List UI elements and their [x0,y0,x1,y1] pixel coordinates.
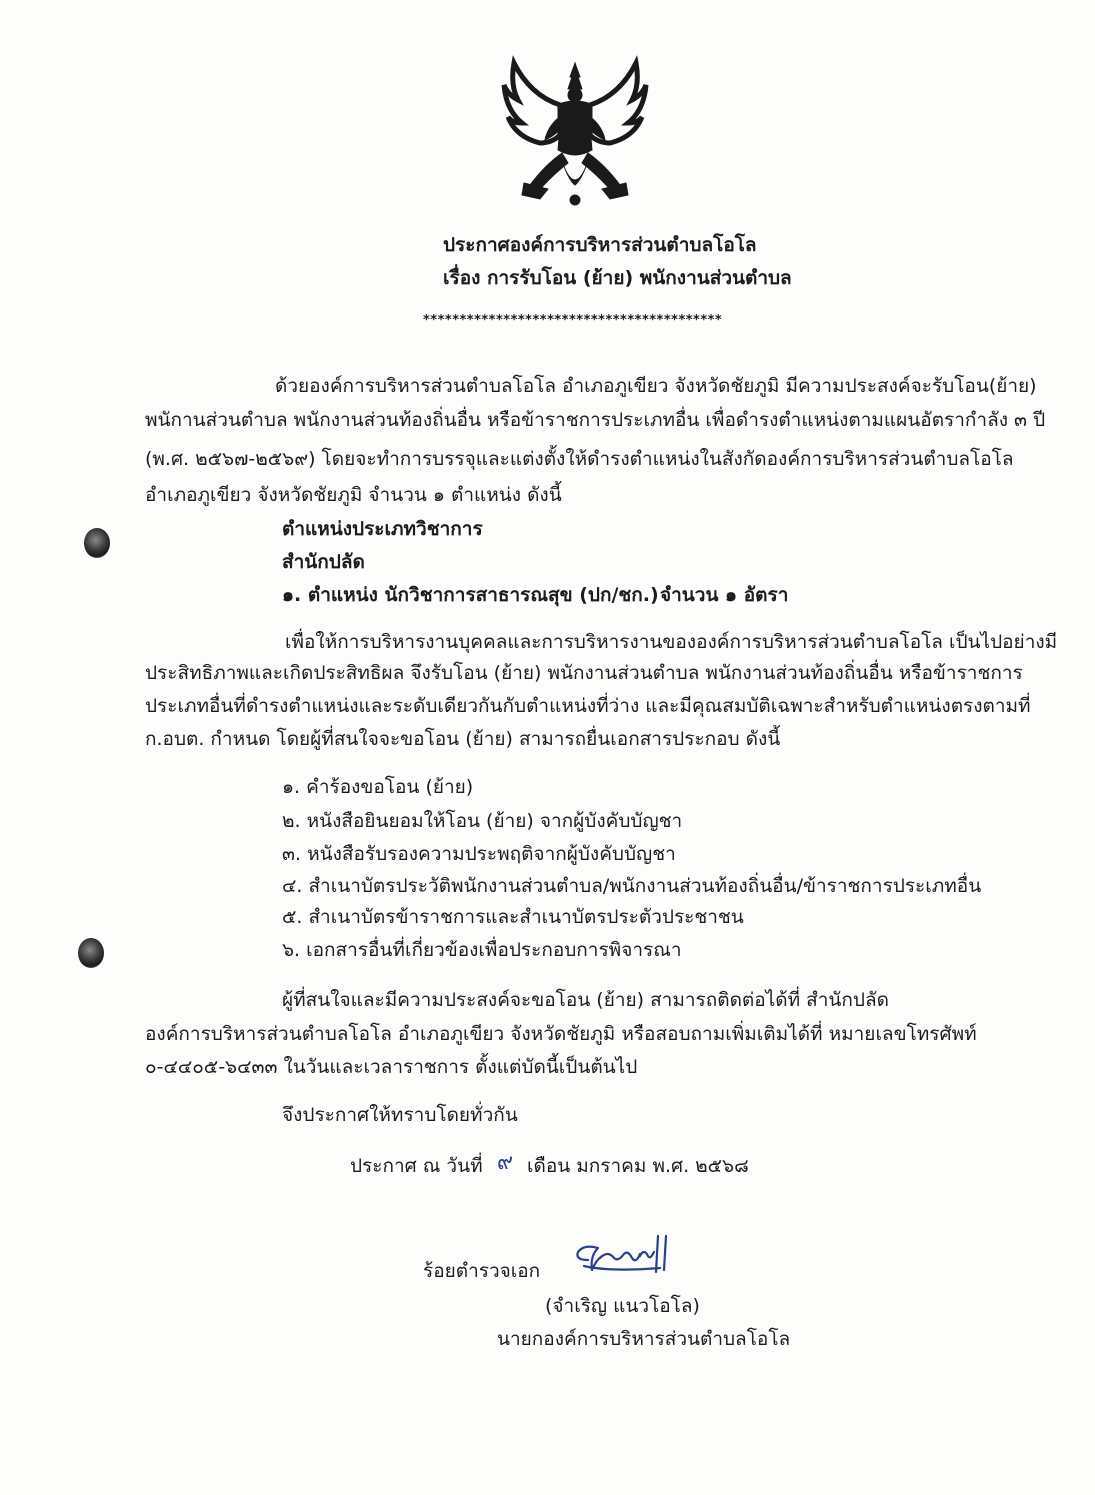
contact-line-2: องค์การบริหารส่วนตำบลโอโล อำเภอภูเขียว จังหวัดชัยภูมิ หรือสอบถามเพิ่มเติมได้ที่ หมายเลขโทรศัพท์ [145,1023,977,1045]
intro-line-3: (พ.ศ. ๒๕๖๗-๒๕๖๙) โดยจะทำการบรรจุและแต่งตั้งให้ดำรงตำแหน่งในสังกัดองค์การบริหารส่วนตำบลโอโล [145,448,1014,470]
document-item-3: ๓. หนังสือรับรองความประพฤติจากผู้บังคับบัญชา [282,843,676,865]
document-item-5: ๕. สำเนาบัตรข้าราชการและสำเนาบัตรประตัวประชาชน [282,906,744,928]
document-item-1: ๑. คำร้องขอโอน (ย้าย) [282,776,474,798]
contact-line-1: ผู้ที่สนใจและมีความประสงค์จะขอโอน (ย้าย) สามารถติดต่อได้ที่ สำนักปลัด [282,989,889,1011]
signer-name: (จำเริญ แนวโอโล) [545,1295,700,1317]
purpose-line-4: ก.อบต. กำหนด โดยผู้ที่สนใจจะขอโอน (ย้าย) สามารถยื่นเอกสารประกอบ ดังนี้ [145,728,781,750]
punch-hole-top [84,528,110,558]
position-type: ตำแหน่งประเภทวิชาการ [282,518,483,540]
document-item-4: ๔. สำเนาบัตรประวัติพนักงานส่วนตำบล/พนักงานส่วนท้องถิ่นอื่น/ข้าราชการประเภทอื่น [282,875,982,897]
announce-date-prefix: ประกาศ ณ วันที่ [350,1155,483,1177]
contact-line-3: ๐-๔๔๐๕-๖๔๓๓ ในวันและเวลาราชการ ตั้งแต่บัดนี้เป็นต้นไป [145,1056,638,1078]
announce-date-suffix: เดือน มกราคม พ.ศ. ๒๕๖๘ [527,1155,749,1177]
purpose-line-3: ประเภทอื่นที่ดำรงตำแหน่งและระดับเดียวกันกับตำแหน่งที่ว่าง และมีคุณสมบัติเฉพาะสำหรับตำแหน่งตรงตามที่ [145,695,1031,717]
signer-rank: ร้อยตำรวจเอก [423,1260,541,1282]
document-item-2: ๒. หนังสือยินยอมให้โอน (ย้าย) จากผู้บังคับบัญชา [282,810,683,832]
position-office: สำนักปลัด [282,551,365,573]
intro-line-2: พนักานส่วนตำบล พนักงานส่วนท้องถิ่นอื่น หรือข้าราชการประเภทอื่น เพื่อดำรงตำแหน่งตามแผนอัตรากำลัง ๓ ปี [145,409,1046,431]
signature-image [570,1230,690,1285]
purpose-line-2: ประสิทธิภาพและเกิดประสิทธิผล จึงรับโอน (ย้าย) พนักงานส่วนตำบล พนักงานส่วนท้องถิ่นอื่น หรือข้าราชการ [145,662,1023,684]
signer-position: นายกองค์การบริหารส่วนตำบลโอโล [497,1328,791,1350]
separator-stars: ***************************************** [423,313,723,328]
document-item-6: ๖. เอกสารอื่นที่เกี่ยวข้องเพื่อประกอบการพิจารณา [282,939,682,961]
garuda-emblem-icon [500,55,650,215]
purpose-line-1: เพื่อให้การบริหารงานบุคคลและการบริหารงานขององค์การบริหารส่วนตำบลโอโล เป็นไปอย่างมี [285,631,1058,653]
announcement-title: ประกาศองค์การบริหารส่วนตำบลโอโล [443,234,757,256]
punch-hole-bottom [78,938,104,968]
position-item: ๑. ตำแหน่ง นักวิชาการสาธารณสุข (ปก/ชก.) [282,584,659,606]
announcement-subject: เรื่อง การรับโอน (ย้าย) พนักงานส่วนตำบล [443,267,792,289]
intro-line-1: ด้วยองค์การบริหารส่วนตำบลโอโล อำเภอภูเขียว จังหวัดชัยภูมิ มีความประสงค์จะรับโอน(ย้าย) [275,375,1037,397]
position-count: จำนวน ๑ อัตรา [660,584,789,606]
announce-day: ๙ [497,1150,514,1175]
announce-all: จึงประกาศให้ทราบโดยทั่วกัน [282,1104,518,1126]
intro-line-4: อำเภอภูเขียว จังหวัดชัยภูมิ จำนวน ๑ ตำแหน่ง ดังนี้ [145,484,562,506]
